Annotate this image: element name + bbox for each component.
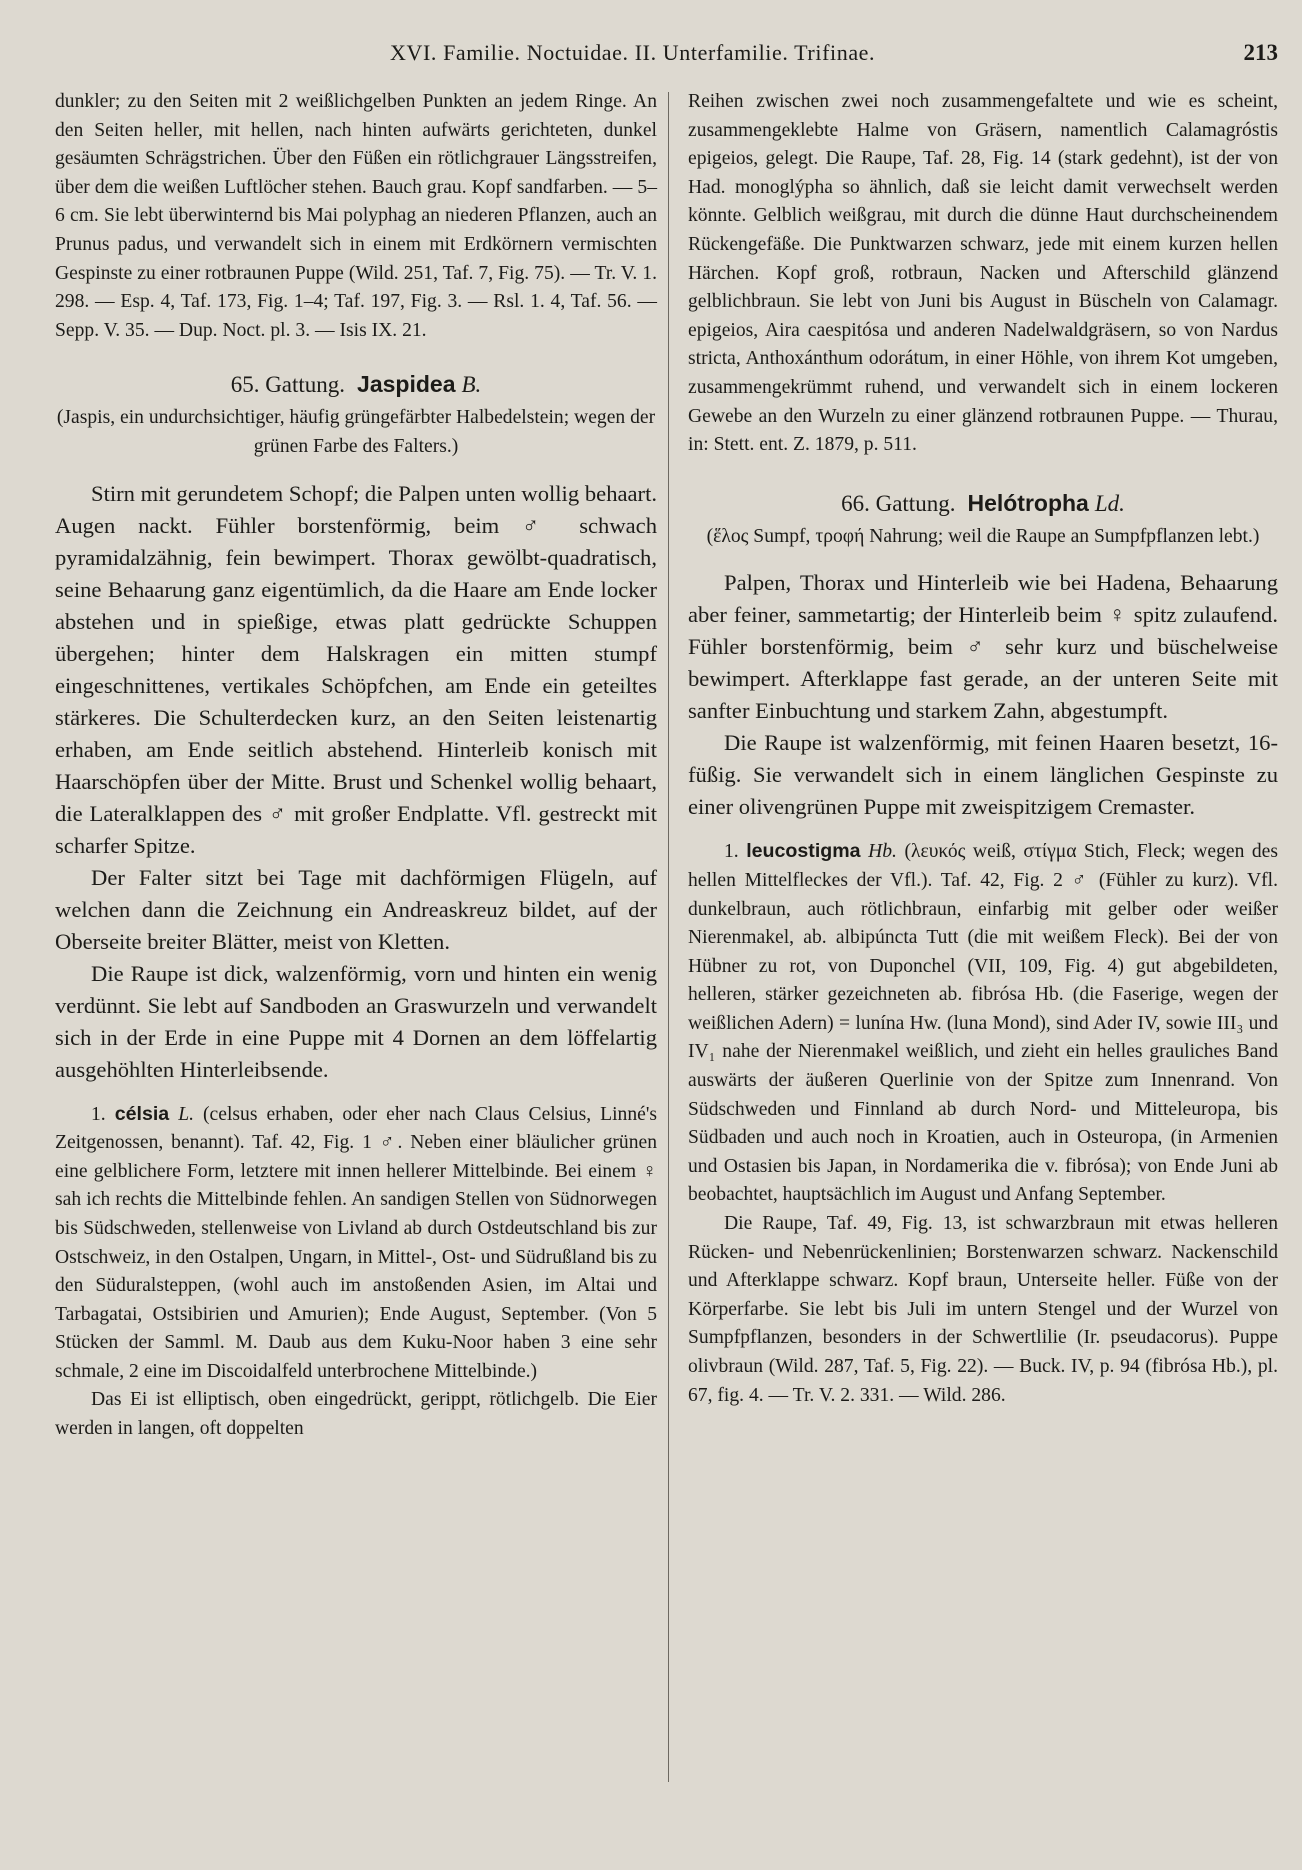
raupe-paragraph: Die Raupe ist dick, walzenförmig, vorn und hinten ein wenig verdünnt. Sie lebt auf Sandboden an Graswurzeln und verwandelt sich in der Erde in eine Puppe mit 4 Dornen an dem löffelartig ausgehöhlten Hinterleibsende. — [55, 960, 657, 1082]
genus-name: Jaspidea — [357, 371, 456, 398]
column-divider — [668, 92, 669, 1782]
genus-heading-65 — [55, 371, 657, 398]
genus-name: Helótropha — [967, 489, 1089, 516]
genus-number: 66. Gattung. — [841, 490, 956, 516]
species-text: (λευκός weiß, στίγμα Stich, Fleck; wegen des hellen Mittelfleckes der Vfl.). Taf. 42, Fig. 2 ♂ (Fühler zu kurz). Vfl. dunkelbraun, auch rötlichbraun, einfarbig mit gelber oder weißer Nierenmakel, ab. albipúncta Tutt (die mit weißem Fleck). Bei der von Hübner zu rot, von Duponchel (VII, 109, Fig. 4) gut abgebildeten, helleren, stärker gezeichneten ab. fibrósa Hb. (die Faserige, wegen der weißlichen Adern) = lunína Hw. (luna Mond), sind Ader IV, sowie III₃ und IV₁ nahe der Nierenmakel weißlich, und zieht ein helles grauliches Band auswärts der äußeren Querlinie von der Spitze zum Innenrand. Von Südschweden und Finnland ab durch Nord- und Mitteleuropa, bis Südbaden und auch noch in Kroatien, auch in Osteuropa, (in Armenien und Ostasien bis Japan, in Nordamerika die v. fibrósa); von Ende Juni ab beobachtet, hauptsächlich im August und Anfang September. — [688, 841, 1278, 1206]
falter-paragraph: Der Falter sitzt bei Tage mit dachförmigen Flügeln, auf welchen dann die Zeichnung ein Andreaskreuz bildet, auf der Oberseite breiter Blätter, meist von Kletten. — [55, 864, 657, 954]
running-title: XVI. Familie. Noctuidae. II. Unterfamilie. Trifinae. — [390, 40, 876, 65]
species-number: 1. — [724, 841, 739, 863]
genus-etymology: (Jaspis, ein undurchsichtiger, häufig grüngefärbter Halbedelstein; wegen der grünen Farbe des Falters.) — [56, 407, 656, 457]
species-entry-leucostigma — [688, 837, 1278, 1210]
genus-etymology: (ἕλος Sumpf, τροφή Nahrung; weil die Raupe an Sumpfpflanzen lebt.) — [706, 525, 1260, 547]
genus-heading-66 — [688, 490, 1278, 517]
right-column — [688, 88, 1278, 1410]
species-author: L. — [178, 1103, 195, 1125]
species-author: Hb. — [868, 841, 897, 863]
page-number: 213 — [1243, 40, 1278, 65]
genus-number: 65. Gattung. — [230, 372, 346, 398]
running-header — [0, 40, 1302, 74]
species-text: (celsus erhaben, oder eher nach Claus Celsius, Linné's Zeitgenossen, benannt). Taf. 42, Fig. 1 ♂. Neben einer bläulicher grünen eine gelblichere Form, letztere mit innen hellerer Mittelbinde. Bei einem ♀ sah ich rechts die Mittelbinde fehlen. An sandigen Stellen von Südnorwegen bis Südschweden, stellenweise von Livland ab durch Ostdeutschland bis zur Ostschweiz, in den Ostalpen, Ungarn, in Mittel-, Ost- und Südrußland bis zu den Süduralsteppen, (wohl auch im anstoßenden Asien, im Altai und Tarbagatai, Ostsibirien und Amurien); Ende August, September. (Von 5 Stücken der Samml. M. Daub aus dem Kuku-Noor haben 3 eine sehr schmale, 2 eine im Discoidalfeld unterbrochene Mittelbinde.) — [55, 1103, 657, 1382]
raupe-paragraph: Die Raupe ist walzenförmig, mit feinen Haaren besetzt, 16-füßig. Sie verwandelt sich in einem länglichen Gespinste zu einer olivengrünen Puppe mit zweispitzigem Cremaster. — [688, 730, 1278, 820]
continued-paragraph: dunkler; zu den Seiten mit 2 weißlichgelben Punkten an jedem Ringe. An den Seiten heller, mit hellen, nach hinten aufwärts gerichteten, dunkel gesäumten Schrägstrichen. Über den Füßen ein rötlichgrauer Längsstreifen, über dem die weißen Luftlöcher stehen. Bauch grau. Kopf sandfarben. — 5–6 cm. Sie lebt überwinternd bis Mai polyphag an niederen Pflanzen, auch an Prunus padus, und verwandelt sich in einem mit Erdkörnern vermischten Gespinste zu einer rotbraunen Puppe (Wild. 251, Taf. 7, Fig. 75). — Tr. V. 1. 298. — Esp. 4, Taf. 173, Fig. 1–4; Taf. 197, Fig. 3. — Rsl. 1. 4, Taf. 56. — Sepp. V. 35. — Dup. Noct. pl. 3. — Isis IX. 21. — [55, 91, 657, 341]
left-column — [55, 88, 657, 1444]
species-name: leucostigma — [746, 840, 861, 863]
species-number: 1. — [91, 1103, 106, 1125]
species-name: célsia — [114, 1102, 170, 1125]
egg-paragraph: Das Ei ist elliptisch, oben eingedrückt, gerippt, rötlichgelb. Die Eier werden in langen, oft doppelten — [55, 1389, 657, 1440]
species-entry-celsia — [55, 1100, 657, 1387]
continued-paragraph: Reihen zwischen zwei noch zusammengefaltete und wie es scheint, zusammengeklebte Halme von Gräsern, namentlich Calamagróstis epigeios, gelegt. Die Raupe, Taf. 28, Fig. 14 (stark gedehnt), ist der von Had. monoglýpha so ähnlich, daß sie leicht damit verwechselt werden könnte. Gelblich weißgrau, mit durch die dünne Haut durchscheinendem Rückengefäße. Die Punktwarzen schwarz, jede mit einem kurzen hellen Härchen. Kopf groß, rotbraun, Nacken und Afterschild glänzend gelblichbraun. Sie lebt von Juni bis August in Büscheln von Calamagr. epigeios, Aira caespitósa und anderen Nadelwaldgräsern, so von Nardus stricta, Anthoxánthum odorátum, in einer Höhle, von ihrem Kot umgeben, zusammengekrümmt ruhend, und verwandelt sich in einem lockeren Gewebe an den Wurzeln zu einer glänzend rotbraunen Puppe. — Thurau, in: Stett. ent. Z. 1879, p. 511. — [688, 91, 1278, 456]
genus-author: B. — [461, 372, 482, 398]
species-raupe-paragraph: Die Raupe, Taf. 49, Fig. 13, ist schwarzbraun mit etwas helleren Rücken- und Nebenrückenlinien; Borstenwarzen schwarz. Nackenschild und Afterklappe schwarz. Kopf braun, Unterseite heller. Füße von der Körperfarbe. Sie lebt bis Juli im untern Stengel und der Wurzel von Sumpfpflanzen, besonders in der Schwertlilie (Ir. pseudacorus). Puppe olivbraun (Wild. 287, Taf. 5, Fig. 22). — Buck. IV, p. 94 (fibrósa Hb.), pl. 67, fig. 4. — Tr. V. 2. 331. — Wild. 286. — [688, 1213, 1278, 1406]
genus-description: Palpen, Thorax und Hinterleib wie bei Hadena, Behaarung aber feiner, sammetartig; der Hinterleib beim ♀ spitz zulaufend. Fühler borstenförmig, beim ♂ sehr kurz und büschelweise bewimpert. Afterklappe fast gerade, an der unteren Seite mit sanfter Einbuchtung und starkem Zahn, abgestumpft. — [688, 570, 1278, 724]
genus-description: Stirn mit gerundetem Schopf; die Palpen unten wollig behaart. Augen nackt. Fühler borstenförmig, beim ♂ schwach pyramidalzähnig, fein bewimpert. Thorax gewölbt-quadratisch, seine Behaarung ganz eigentümlich, da die Haare am Ende locker abstehen und in spießige, etwas platt gedrückte Schuppen übergehen; hinter dem Halskragen ein mitten stumpf eingeschnittenes, vertikales Schöpfchen, am Ende ein geteiltes stärkeres. Die Schulterdecken kurz, an den Seiten leistenartig erhaben, am Ende seitlich abstehend. Hinterleib konisch mit Haarschöpfen über der Mitte. Brust und Schenkel wollig behaart, die Lateralklappen des ♂ mit großer Endplatte. Vfl. gestreckt mit scharfer Spitze. — [55, 480, 657, 858]
genus-author: Ld. — [1094, 490, 1125, 516]
